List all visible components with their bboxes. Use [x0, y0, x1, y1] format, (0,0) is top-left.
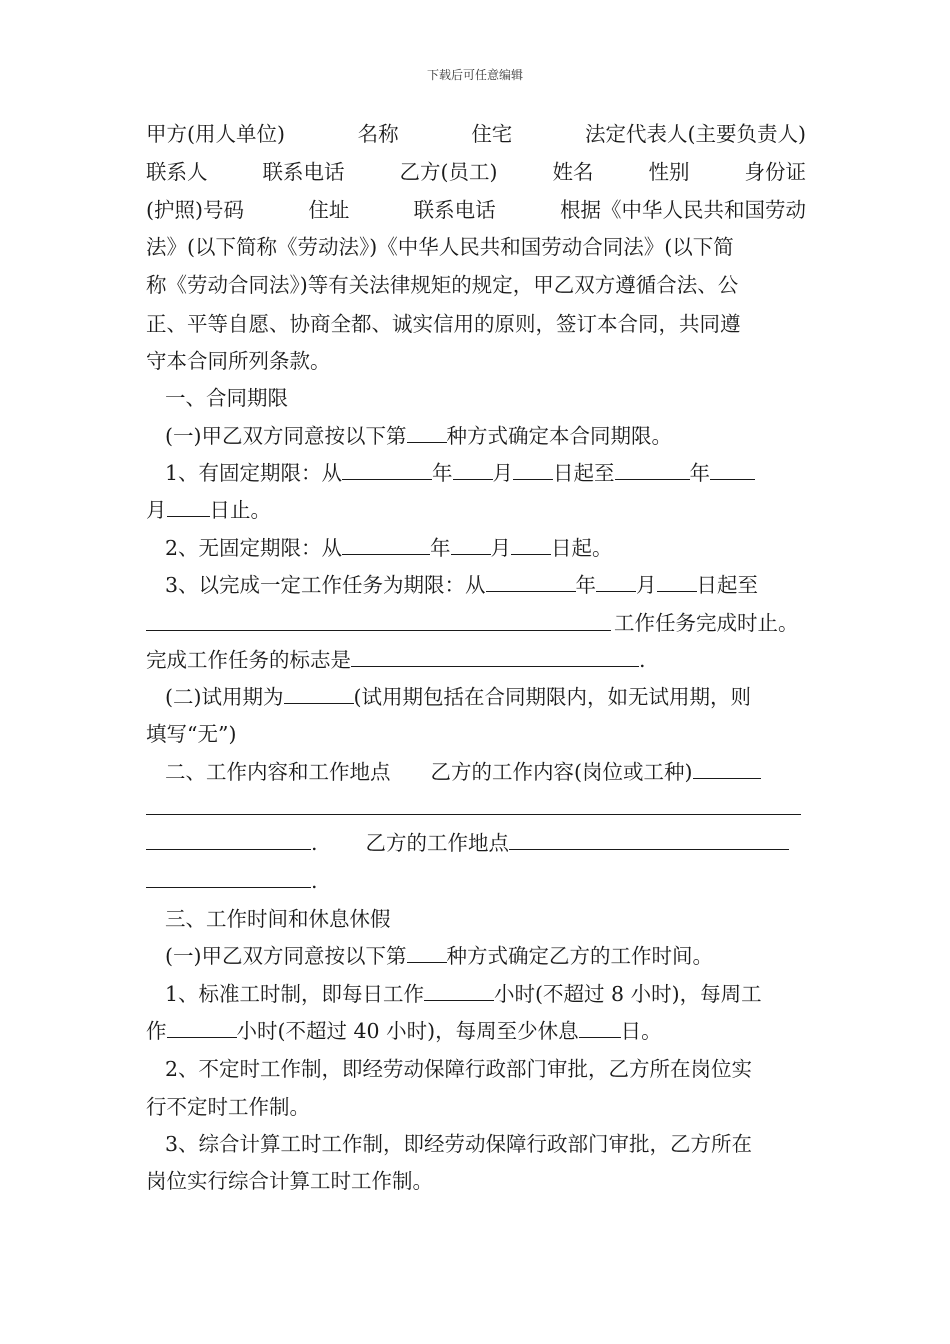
- party-a-label: 甲方(用人单位): [146, 122, 285, 146]
- party-a-line: [146, 120, 806, 148]
- comprehensive-hours-line-2: 岗位实行综合计算工时工作制。: [146, 1169, 433, 1193]
- probation-blank[interactable]: [284, 683, 354, 704]
- hours-method-blank[interactable]: [407, 942, 447, 963]
- contact-line: [146, 158, 806, 186]
- intro-text-4: 守本合同所列条款。: [146, 349, 331, 373]
- task-mark-blank[interactable]: [351, 646, 639, 667]
- phone-label: 联系电话: [262, 160, 345, 184]
- name-label: 名称: [357, 122, 399, 146]
- section-1-title: 一、合同期限: [165, 386, 288, 410]
- section-3-title: 三、工作时间和休息休假: [165, 907, 391, 931]
- work-location-line: . 乙方的工作地点: [146, 829, 789, 857]
- task-description-blank[interactable]: [146, 630, 611, 631]
- section-2-title: 二、工作内容和工作地点: [165, 760, 391, 784]
- start-year-blank[interactable]: [342, 459, 432, 480]
- start-month-blank[interactable]: [453, 459, 493, 480]
- work-location-end-line: .: [146, 867, 318, 895]
- legal-rep-label: 法定代表人(主要负责人): [584, 122, 806, 146]
- term-method-line: (一)甲乙双方同意按以下第 种方式确定本合同期限。: [165, 424, 672, 448]
- intro-text-1: 法》(以下简称《劳动法》)《中华人民共和国劳动合同法》(以下简: [146, 235, 734, 259]
- job-content-blank-3[interactable]: [146, 829, 311, 850]
- open-start-day-blank[interactable]: [511, 534, 551, 555]
- page-header: 下载后可任意编辑: [426, 68, 523, 82]
- address-label: 住宅: [471, 122, 513, 146]
- start-day-blank[interactable]: [513, 459, 553, 480]
- party-b-label: 乙方(员工): [399, 160, 498, 184]
- task-mark-line: 完成工作任务的标志是 .: [146, 648, 646, 672]
- task-start-day-blank[interactable]: [657, 571, 697, 592]
- probation-note: 填写“无”): [146, 722, 237, 746]
- open-start-year-blank[interactable]: [342, 534, 430, 555]
- passport-line: [146, 196, 806, 224]
- hours-method-line: (一)甲乙双方同意按以下第 种方式确定乙方的工作时间。: [165, 944, 713, 968]
- section-2-line: 二、工作内容和工作地点 乙方的工作内容(岗位或工种): [165, 758, 761, 786]
- work-location-blank-2[interactable]: [146, 867, 311, 888]
- residence-label: 住址: [308, 198, 350, 222]
- gender-label: 性别: [648, 160, 690, 184]
- standard-hours-line: 1、标准工时制，即每日工作 小时(不超过 8 小时)，每周工: [165, 982, 762, 1006]
- flexible-hours-line-2: 行不定时工作制。: [146, 1095, 310, 1119]
- passport-label: (护照)号码: [146, 198, 244, 222]
- open-term-line: 2、无固定期限：从 年 月 日起。: [165, 536, 613, 560]
- intro-text-2: 称《劳动合同法》)等有关法律规矩的规定，甲乙双方遵循合法、公: [146, 273, 739, 297]
- rest-days-blank[interactable]: [579, 1017, 621, 1038]
- comprehensive-hours-line-1: 3、综合计算工时工作制，即经劳动保障行政部门审批，乙方所在: [165, 1132, 753, 1156]
- job-content-blank-2[interactable]: [146, 814, 801, 815]
- method-number-blank[interactable]: [407, 422, 447, 443]
- task-term-line: 3、以完成一定工作任务为期限：从 年 月 日起至: [165, 573, 759, 597]
- end-year-blank[interactable]: [615, 459, 690, 480]
- fixed-term-line: 1、有固定期限：从 年 月 日起至 年: [165, 459, 755, 487]
- end-day-blank[interactable]: [167, 496, 210, 517]
- intro-text-3: 正、平等自愿、协商全都、诚实信用的原则，签订本合同，共同遵: [146, 312, 741, 336]
- fixed-term-end-line: 月 日止。: [146, 498, 271, 522]
- employee-name-label: 姓名: [552, 160, 594, 184]
- weekly-hours-line: 作 小时(不超过 40 小时)，每周至少休息 日。: [146, 1019, 662, 1043]
- job-content-blank[interactable]: [693, 758, 761, 779]
- contact-person-label: 联系人: [146, 160, 208, 184]
- task-start-month-blank[interactable]: [596, 571, 636, 592]
- probation-line: (二)试用期为 (试用期包括在合同期限内，如无试用期，则: [165, 685, 751, 709]
- open-start-month-blank[interactable]: [451, 534, 491, 555]
- daily-hours-blank[interactable]: [424, 980, 494, 1001]
- weekly-hours-blank[interactable]: [167, 1017, 237, 1038]
- according-text: 根据《中华人民共和国劳动: [559, 198, 806, 222]
- end-month-blank[interactable]: [710, 459, 755, 480]
- task-end-text: 工作任务完成时止。: [614, 611, 799, 635]
- work-location-blank[interactable]: [509, 829, 789, 850]
- employee-phone-label: 联系电话: [413, 198, 496, 222]
- task-start-year-blank[interactable]: [486, 571, 576, 592]
- flexible-hours-line-1: 2、不定时工作制，即经劳动保障行政部门审批，乙方所在岗位实: [165, 1057, 753, 1081]
- id-card-label: 身份证: [744, 160, 806, 184]
